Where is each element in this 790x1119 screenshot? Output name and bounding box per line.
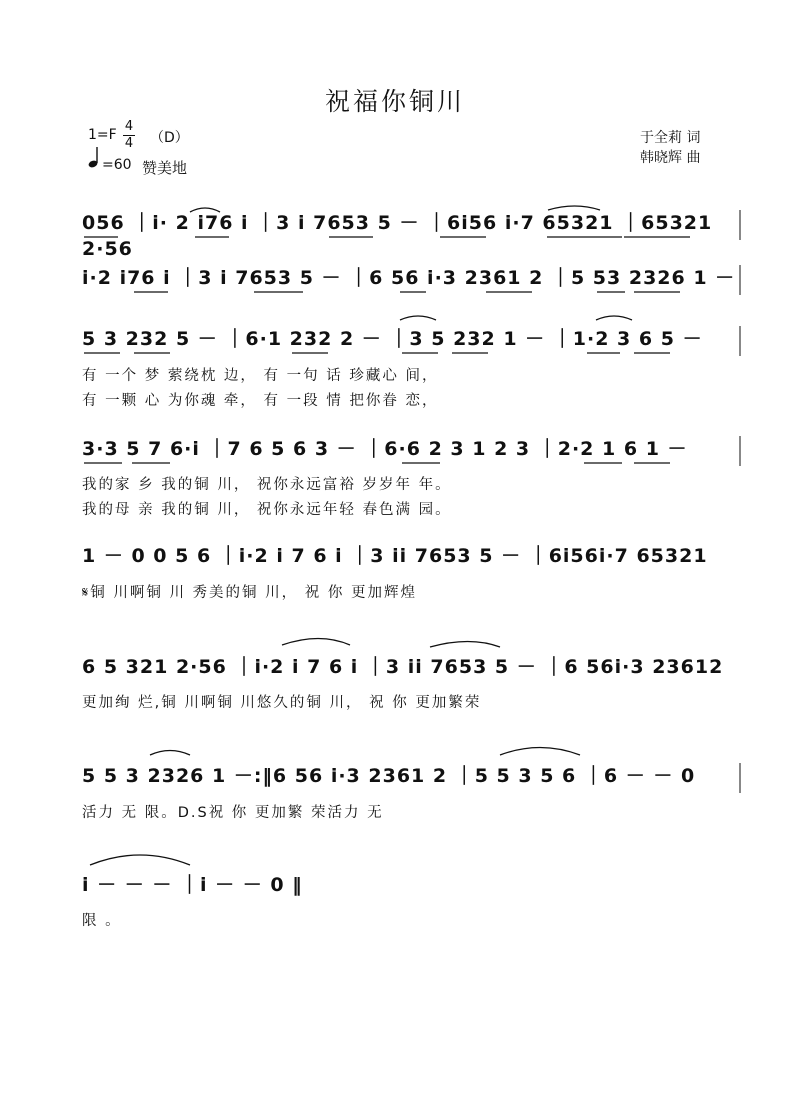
quarter-note-icon — [88, 146, 100, 168]
score-line-4 — [82, 436, 742, 462]
time-signature-bottom: 4 — [124, 136, 134, 151]
score-line-7 — [82, 763, 742, 789]
score-line-2 — [82, 265, 742, 291]
notation-text: 5 3 232 5 － ｜6·1 232 2 － ｜3 5 232 1 － ｜1·2 3 6 5 － — [82, 328, 703, 350]
score-line-5 — [82, 543, 742, 569]
score-line-3 — [82, 326, 742, 352]
lyric-line-6: 更加绚 烂,铜 川啊铜 川悠久的铜 川， 祝 你 更加繁荣 — [82, 695, 482, 711]
notation-text: 5 5 3 2326 1 －:‖6 56 i·3 2361 2 ｜5 5 3 5 6 ｜6 － － 0 — [82, 765, 696, 787]
key-signature: 1=F — [88, 127, 117, 143]
page-title: 祝福你铜川 — [324, 87, 465, 116]
notation-text: 6 5 321 2·56 ｜i·2 i 7 6 i ｜3 ii 7653 5 － ｜6 56i·3 23612 — [82, 656, 724, 678]
lyric-line-3a: 有 一个 梦 萦绕枕 边， 有 一句 话 珍藏心 间， — [82, 368, 439, 384]
notation-text: i·2 i76 i ｜3 i 7653 5 － ｜6 56 i·3 2361 2 ｜5 53 2326 1 － — [82, 267, 736, 289]
score-line-6 — [82, 654, 742, 680]
score-line-8 — [82, 872, 742, 898]
lyric-line-4a: 我的家 乡 我的铜 川， 祝你永远富裕 岁岁年 年。 — [82, 477, 452, 493]
notation-text: 1 － 0 0 5 6 ｜i·2 i 7 6 i ｜3 ii 7653 5 － ｜6i56i·7 65321 — [82, 545, 708, 567]
lyric-line-8: 限 。 — [82, 913, 122, 929]
notation-text: i － － － ｜i － － 0 ‖ — [82, 874, 303, 896]
lyricist-credit: 于全莉 词 — [640, 130, 701, 146]
time-signature-top: 4 — [124, 119, 134, 134]
lyric-line-7: 活力 无 限。D.S祝 你 更加繁 荣活力 无 — [82, 805, 384, 821]
tempo-marking: =60 — [102, 157, 132, 173]
notation-text: 3·3 5 7 6·i ｜7 6 5 6 3 － ｜6·6 2 3 1 2 3 ｜2·2 1 6 1 － — [82, 438, 688, 460]
score-line-1 — [82, 210, 742, 260]
expression-marking: 赞美地 — [142, 159, 188, 177]
composer-credit: 韩晓辉 曲 — [640, 150, 701, 166]
notation-text: 056 ｜i· 2 i76 i ｜3 i 7653 5 － ｜6i56 i·7 65321 ｜65321 2·56 — [82, 212, 713, 260]
time-signature — [123, 120, 135, 151]
lyric-line-4b: 我的母 亲 我的铜 川， 祝你永远年轻 春色满 园。 — [82, 502, 452, 518]
lyric-line-5: 𝄋铜 川啊铜 川 秀美的铜 川， 祝 你 更加辉煌 — [82, 585, 417, 601]
mode-marking: （D） — [150, 130, 189, 146]
lyric-line-3b: 有 一颗 心 为你魂 牵， 有 一段 情 把你眷 恋， — [82, 393, 439, 409]
